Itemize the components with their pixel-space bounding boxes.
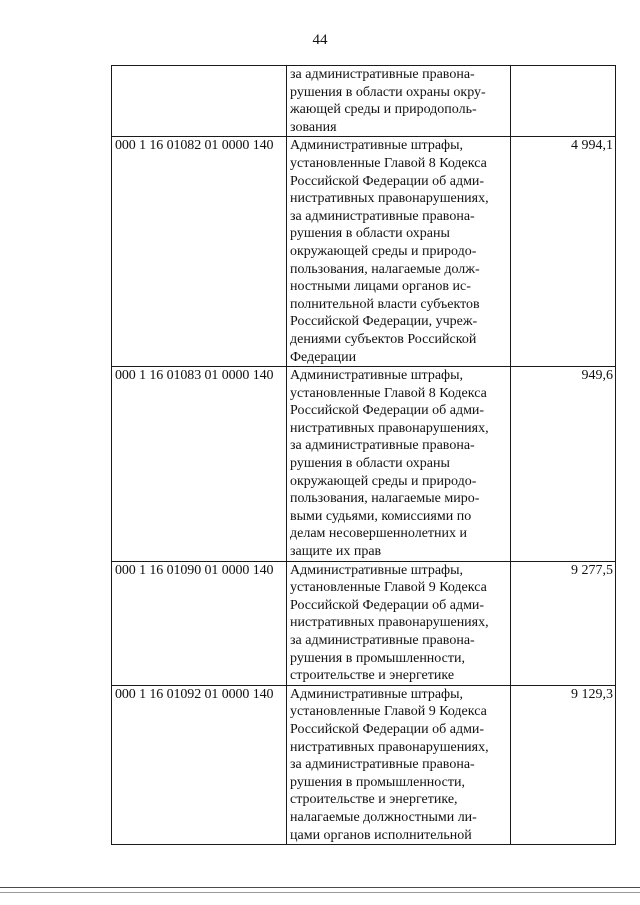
description-line: установленные Главой 8 Кодекса <box>290 155 487 171</box>
description-line: Федерации <box>290 349 357 365</box>
description-line: Российской Федерации об адми- <box>290 173 485 189</box>
description-line: полнительной власти субъектов <box>290 296 480 312</box>
description-line: Административные штрафы, <box>290 686 464 702</box>
amount-cell: 9 129,3 <box>511 685 616 844</box>
description-line: за административные правона- <box>290 208 475 224</box>
description-line: строительстве и энергетике <box>290 668 455 684</box>
description-line: рушения в области охраны <box>290 226 450 242</box>
description-line: за административные правона- <box>290 438 475 454</box>
description-line: налагаемые должностными ли- <box>290 809 477 825</box>
description-line: окружающей среды и природо- <box>290 473 477 489</box>
description-line: установленные Главой 9 Кодекса <box>290 580 487 596</box>
description-line: рушения в промышленности, <box>290 650 465 666</box>
description-line: защите их прав <box>290 544 382 560</box>
description-line: Российской Федерации об адми- <box>290 597 485 613</box>
description-line: строительстве и энергетике, <box>290 792 458 808</box>
description-line: окружающей среды и природо- <box>290 243 477 259</box>
description-cell <box>287 137 511 367</box>
description-line: Российской Федерации об адми- <box>290 721 485 737</box>
budget-code-cell: 000 1 16 01082 01 0000 140 <box>112 137 287 367</box>
description-cell <box>287 685 511 844</box>
description-line: за административные правона- <box>290 67 475 82</box>
budget-code-cell: 000 1 16 01083 01 0000 140 <box>112 367 287 562</box>
footer-rule <box>0 887 640 888</box>
description-line: рушения в области охраны окру- <box>290 84 486 100</box>
description-line: установленные Главой 9 Кодекса <box>290 704 487 720</box>
table-row <box>112 685 616 844</box>
description-line: делам несовершеннолетних и <box>290 526 467 542</box>
budget-code-cell: 000 1 16 01092 01 0000 140 <box>112 685 287 844</box>
description-line: ностными лицами органов ис- <box>290 279 471 295</box>
table-row <box>112 137 616 367</box>
budget-table <box>111 65 616 845</box>
description-line: Административные штрафы, <box>290 562 464 578</box>
description-line: установленные Главой 8 Кодекса <box>290 385 487 401</box>
amount-cell: 949,6 <box>511 367 616 562</box>
budget-code-cell <box>112 66 287 137</box>
table-row <box>112 561 616 685</box>
description-line: пользования, налагаемые миро- <box>290 491 480 507</box>
description-cell <box>287 561 511 685</box>
description-line: Административные штрафы, <box>290 138 464 154</box>
description-line: рушения в области охраны <box>290 456 450 472</box>
amount-cell: 4 994,1 <box>511 137 616 367</box>
description-cell <box>287 367 511 562</box>
amount-cell <box>511 66 616 137</box>
table-row <box>112 66 616 137</box>
description-line: зования <box>290 119 337 135</box>
budget-code-cell: 000 1 16 01090 01 0000 140 <box>112 561 287 685</box>
description-line: дениями субъектов Российской <box>290 331 477 347</box>
description-line: жающей среды и природополь- <box>290 102 477 118</box>
description-line: пользования, налагаемые долж- <box>290 261 480 277</box>
description-line: Административные штрафы, <box>290 368 464 384</box>
amount-cell: 9 277,5 <box>511 561 616 685</box>
footer-rule <box>0 892 640 893</box>
description-line: за административные правона- <box>290 633 475 648</box>
description-line: нистративных правонарушениях, <box>290 420 489 436</box>
description-line: за административные правона- <box>290 757 475 773</box>
description-cell <box>287 66 511 137</box>
description-line: рушения в промышленности, <box>290 774 465 790</box>
description-line: нистративных правонарушениях, <box>290 615 489 631</box>
page-number: 44 <box>312 32 328 48</box>
description-line: Российской Федерации, учреж- <box>290 314 478 330</box>
description-line: нистративных правонарушениях, <box>290 191 489 207</box>
description-line: выми судьями, комиссиями по <box>290 508 472 524</box>
description-line: цами органов исполнительной <box>290 827 472 843</box>
description-line: нистративных правонарушениях, <box>290 739 489 755</box>
description-line: Российской Федерации об адми- <box>290 403 485 419</box>
table-row <box>112 367 616 562</box>
